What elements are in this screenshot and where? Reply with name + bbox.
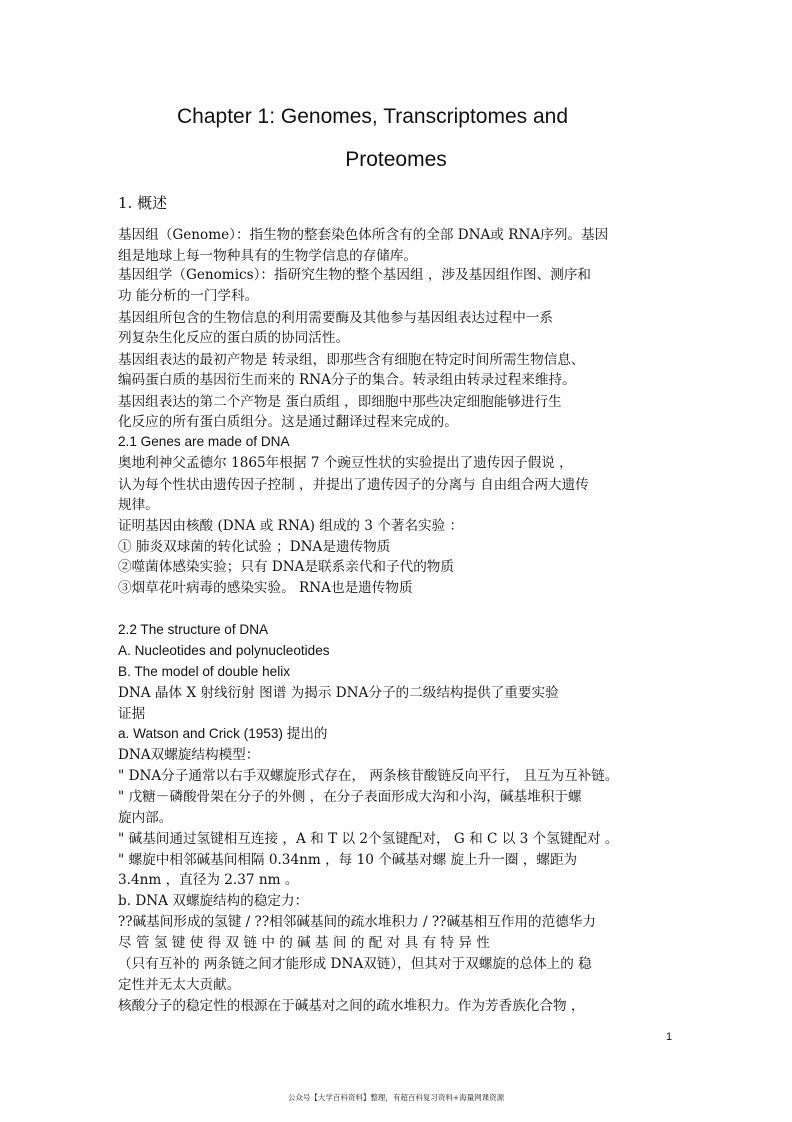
text-line: 基因组学（Genomics）：指研究生物的整个基因组 ，涉及基因组作图、测序和 [118, 267, 592, 283]
text-line: 基因组所包含的生物信息的利用需要酶及其他参与基因组表达过程中一系 [118, 310, 553, 326]
section-heading-2-2: 2.2 The structure of DNA [118, 622, 269, 637]
list-item: ②噬菌体感染实验；只有 DNA是联系亲代和子代的物质 [118, 559, 454, 575]
list-item: ① 肺炎双球菌的转化试验 ；DNA是遗传物质 [118, 539, 391, 555]
text-line: DNA 晶体 X 射线衍射 图谱 为揭示 DNA分子的二级结构提供了重要实验 [118, 685, 559, 701]
text-line: DNA双螺旋结构模型： [118, 747, 260, 763]
text-line: 基因组表达的第二个产物是 蛋白质组 ，即细胞中那些决定细胞能够进行生 [118, 394, 562, 410]
bullet-line: " 螺旋中相邻碱基间相隔 0.34nm ，每 10 个碱基对螺 旋上升一圈 ，螺距为 [118, 852, 578, 868]
text-line: 奥地利神父孟德尔 1865年根据 7 个豌豆性状的实验提出了遗传因子假说 ， [118, 455, 573, 471]
text-line: 规律。 [118, 497, 159, 513]
text-line: 3.4nm ，直径为 2.37 nm 。 [118, 872, 299, 888]
text-line: ??碱基间形成的氢键 / ??相邻碱基间的疏水堆积力 / ??碱基相互作用的范德华力 [118, 914, 596, 930]
text-line: 认为每个性状由遗传因子控制 ，并提出了遗传因子的分离与 自由组合两大遗传 [118, 477, 589, 493]
text-line: 旋内部。 [118, 810, 173, 826]
text-line: 组是地球上每一物种具有的生物学信息的存储库。 [118, 248, 418, 264]
footer-note: 公众号【大学百科资料】整理，有超百科复习资料+海量网课资源 [287, 1093, 505, 1102]
bullet-line: " 碱基间通过氢键相互连接 ，A 和 T 以 2个氢键配对， G 和 C 以 3 个氢键配对 。 [118, 831, 619, 847]
text-line: 证据 [118, 706, 146, 722]
text-line: 功 能分析的一门学科。 [118, 288, 259, 304]
text-line: 编码蛋白质的基因衍生而来的 RNA分子的集合。转录组由转录过程来维持。 [118, 372, 576, 388]
text-line: （只有互补的 两条链之间才能形成 DNA双链），但其对于双螺旋的总体上的 稳 [118, 956, 592, 972]
text-line: 列复杂生化反应的蛋白质的协同活性。 [118, 330, 350, 346]
text-line: 基因组（Genome）：指生物的整套染色体所含有的全部 DNA或 RNA序列。基因 [118, 227, 609, 243]
subheading-b: B. The model of double helix [118, 664, 291, 679]
text-line: 化反应的所有蛋白质组分。这是通过翻译过程来完成的。 [118, 414, 458, 430]
bullet-line: " DNA分子通常以右手双螺旋形式存在， 两条核苷酸链反向平行， 且互为互补链。 [118, 768, 619, 784]
chapter-title-line2: Proteomes [345, 148, 447, 171]
bullet-line: " 戊糖－磷酸骨架在分子的外侧 ，在分子表面形成大沟和小沟，碱基堆积于螺 [118, 789, 582, 805]
text-line: 定性并无太大贡献。 [118, 977, 241, 993]
text-line: a. Watson and Crick (1953) 提出的 [118, 726, 328, 741]
subheading-b-stability: b. DNA 双螺旋结构的稳定力： [118, 893, 309, 909]
section-heading-2-1: 2.1 Genes are made of DNA [118, 434, 290, 449]
text-line: 核酸分子的稳定性的根源在于碱基对之间的疏水堆积力。作为芳香族化合物 ， [118, 998, 585, 1014]
section-heading-overview: 1. 概述 [118, 194, 168, 212]
page-number: 1 [666, 1031, 673, 1043]
subheading-a: A. Nucleotides and polynucleotides [118, 643, 330, 658]
list-item: ③烟草花叶病毒的感染实验。 RNA也是遗传物质 [118, 580, 413, 596]
chapter-title-line1: Chapter 1: Genomes, Transcriptomes and [176, 105, 569, 128]
text-line: 尽 管 氢 键 使 得 双 链 中 的 碱 基 间 的 配 对 具 有 特 异 性 [118, 935, 490, 951]
text-line: 证明基因由核酸 (DNA 或 RNA) 组成的 3 个著名实验 ： [118, 518, 464, 534]
text-line: 基因组表达的最初产物是 转录组，即那些含有细胞在特定时间所需生物信息、 [118, 352, 585, 368]
